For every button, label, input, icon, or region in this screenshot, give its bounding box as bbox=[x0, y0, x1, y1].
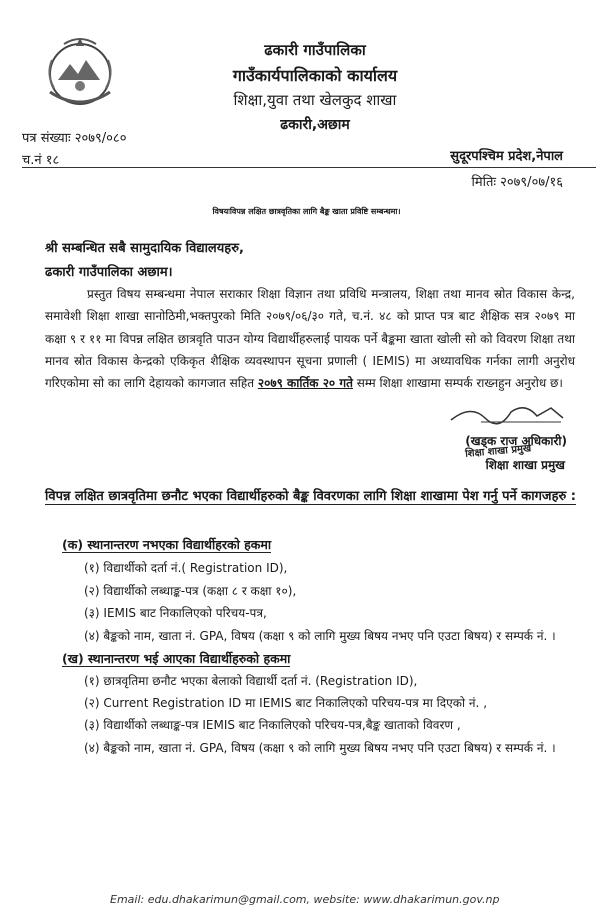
section-b-label: (ख) स्थानान्तरण भई आएका विद्यार्थीहरुको हकमा bbox=[62, 651, 291, 666]
footer-contact: Email: edu.dhakarimun@gmail.com, website: www.dhakarimun.gov.np bbox=[110, 893, 500, 906]
section-a-label: (क) स्थानान्तरण नभएका विद्यार्थीहरको हकमा bbox=[62, 537, 272, 552]
nepal-emblem-icon bbox=[38, 30, 122, 114]
list-item: (१) छात्रवृतिमा छनौट भएका बेलाको विद्यार्थी दर्ता नं. (Registration ID), bbox=[84, 674, 418, 688]
address: ढकारी,अछाम bbox=[280, 117, 350, 133]
subject-line: विषयःविपन्न लक्षित छात्रवृतिका लागि बैङ्क खाता प्रविष्टि सम्बन्धमा। bbox=[212, 207, 401, 216]
official-stamp: शिक्षा शाखा प्रमुख bbox=[464, 443, 532, 460]
body-text-after: सम्म शिक्षा शाखामा सम्पर्क राख्नहुन अनुरोध छ। bbox=[356, 376, 563, 391]
letter-body bbox=[45, 283, 575, 394]
body-text-before: प्रस्तुत विषय सम्बन्धमा नेपाल सराकार शिक्षा विज्ञान तथा प्रविधि मन्त्रालय, शिक्षा तथा मानव स्रोत विकास केन्द्र, समावेशी शिक्षा शाखा सानोठिमी,भक्तपुरको मिति २०७९/०६/३० गते, च.नं. ४८ को प्राप्त पत्र बाट शैक्षिक सत्र २०७९ मा कक्षा ९ र ११ मा विपन्न लक्षित छात्रवृति पाउन योग्य विद्यार्थीहरुलाई पायक पर्ने बैङ्कमा खाता खोली सो को विवरण शिक्षा तथा मानव स्रोत विकास केन्द्रको एकिकृत शैक्षिक व्यवस्थापन सूचना प्रणाली ( IEMIS) मा अध्यावधिक गर्नका लागी अनुरोध गरिएकोमा सो का लागि देहायको कागजात सहित bbox=[45, 287, 575, 391]
section-a-heading bbox=[62, 536, 271, 553]
signature-mark bbox=[441, 400, 571, 426]
list-item: (३) IEMIS बाट निकालिएको परिचय-पत्र, bbox=[84, 606, 267, 620]
signatory-name: (खड्क राज अधिकारी) bbox=[465, 434, 567, 448]
documents-heading bbox=[45, 485, 590, 508]
reference-number: पत्र संख्याः २०७९/०८० bbox=[22, 131, 127, 146]
office-name: गाउँकार्यपालिकाको कार्यालय bbox=[232, 66, 398, 85]
addressee-line-1: श्री सम्बन्धित सबै सामुदायिक विद्यालयहरु, bbox=[45, 241, 244, 256]
list-item: (१) विद्यार्थीको दर्ता नं.( Registration ID), bbox=[84, 561, 288, 575]
list-item: (२) विद्यार्थीको लब्धाङ्क-पत्र (कक्षा ८ र कक्षा १०), bbox=[84, 584, 297, 598]
signatory-title: शिक्षा शाखा प्रमुख bbox=[485, 458, 565, 472]
letter-date: मितिः २०७९/०७/१६ bbox=[471, 175, 563, 190]
section-b-heading bbox=[62, 650, 290, 667]
section-name: शिक्षा,युवा तथा खेलकुद शाखा bbox=[233, 91, 397, 109]
municipality-name: ढकारी गाउँपालिका bbox=[264, 41, 366, 59]
addressee-line-2: ढकारी गाउँपालिका अछाम। bbox=[45, 265, 173, 280]
province: सुदूरपश्चिम प्रदेश,नेपाल bbox=[450, 149, 563, 164]
deadline-date: २०७९ कार्तिक २० गते bbox=[257, 376, 353, 391]
list-item: (४) बैङ्कको नाम, खाता नं. GPA, विषय (कक्षा ९ को लागि मुख्य बिषय नभए पनि एउटा बिषय) र सम्पर्क नं. । bbox=[84, 741, 556, 755]
header-divider bbox=[22, 167, 596, 168]
list-item: (२) Current Registration ID मा IEMIS बाट निकालिएको परिचय-पत्र मा दिएको नं. , bbox=[84, 696, 488, 710]
dispatch-number: च.नं १८ bbox=[22, 153, 60, 168]
list-item: (३) विद्यार्थीको लब्धाङ्क-पत्र IEMIS बाट निकालिएको परिचय-पत्र,बैङ्क खाताको विवरण , bbox=[84, 718, 461, 732]
documents-heading-text: विपन्न लक्षित छात्रवृतिमा छनौट भएका विद्यार्थीहरुको बैङ्क विवरणका लागि शिक्षा शाखामा पेश गर्नु पर्ने कागजहरु : bbox=[45, 489, 576, 504]
list-item: (४) बैङ्कको नाम, खाता नं. GPA, विषय (कक्षा ९ को लागि मुख्य बिषय नभए पनि एउटा बिषय) र सम्पर्क नं. । bbox=[84, 629, 556, 643]
